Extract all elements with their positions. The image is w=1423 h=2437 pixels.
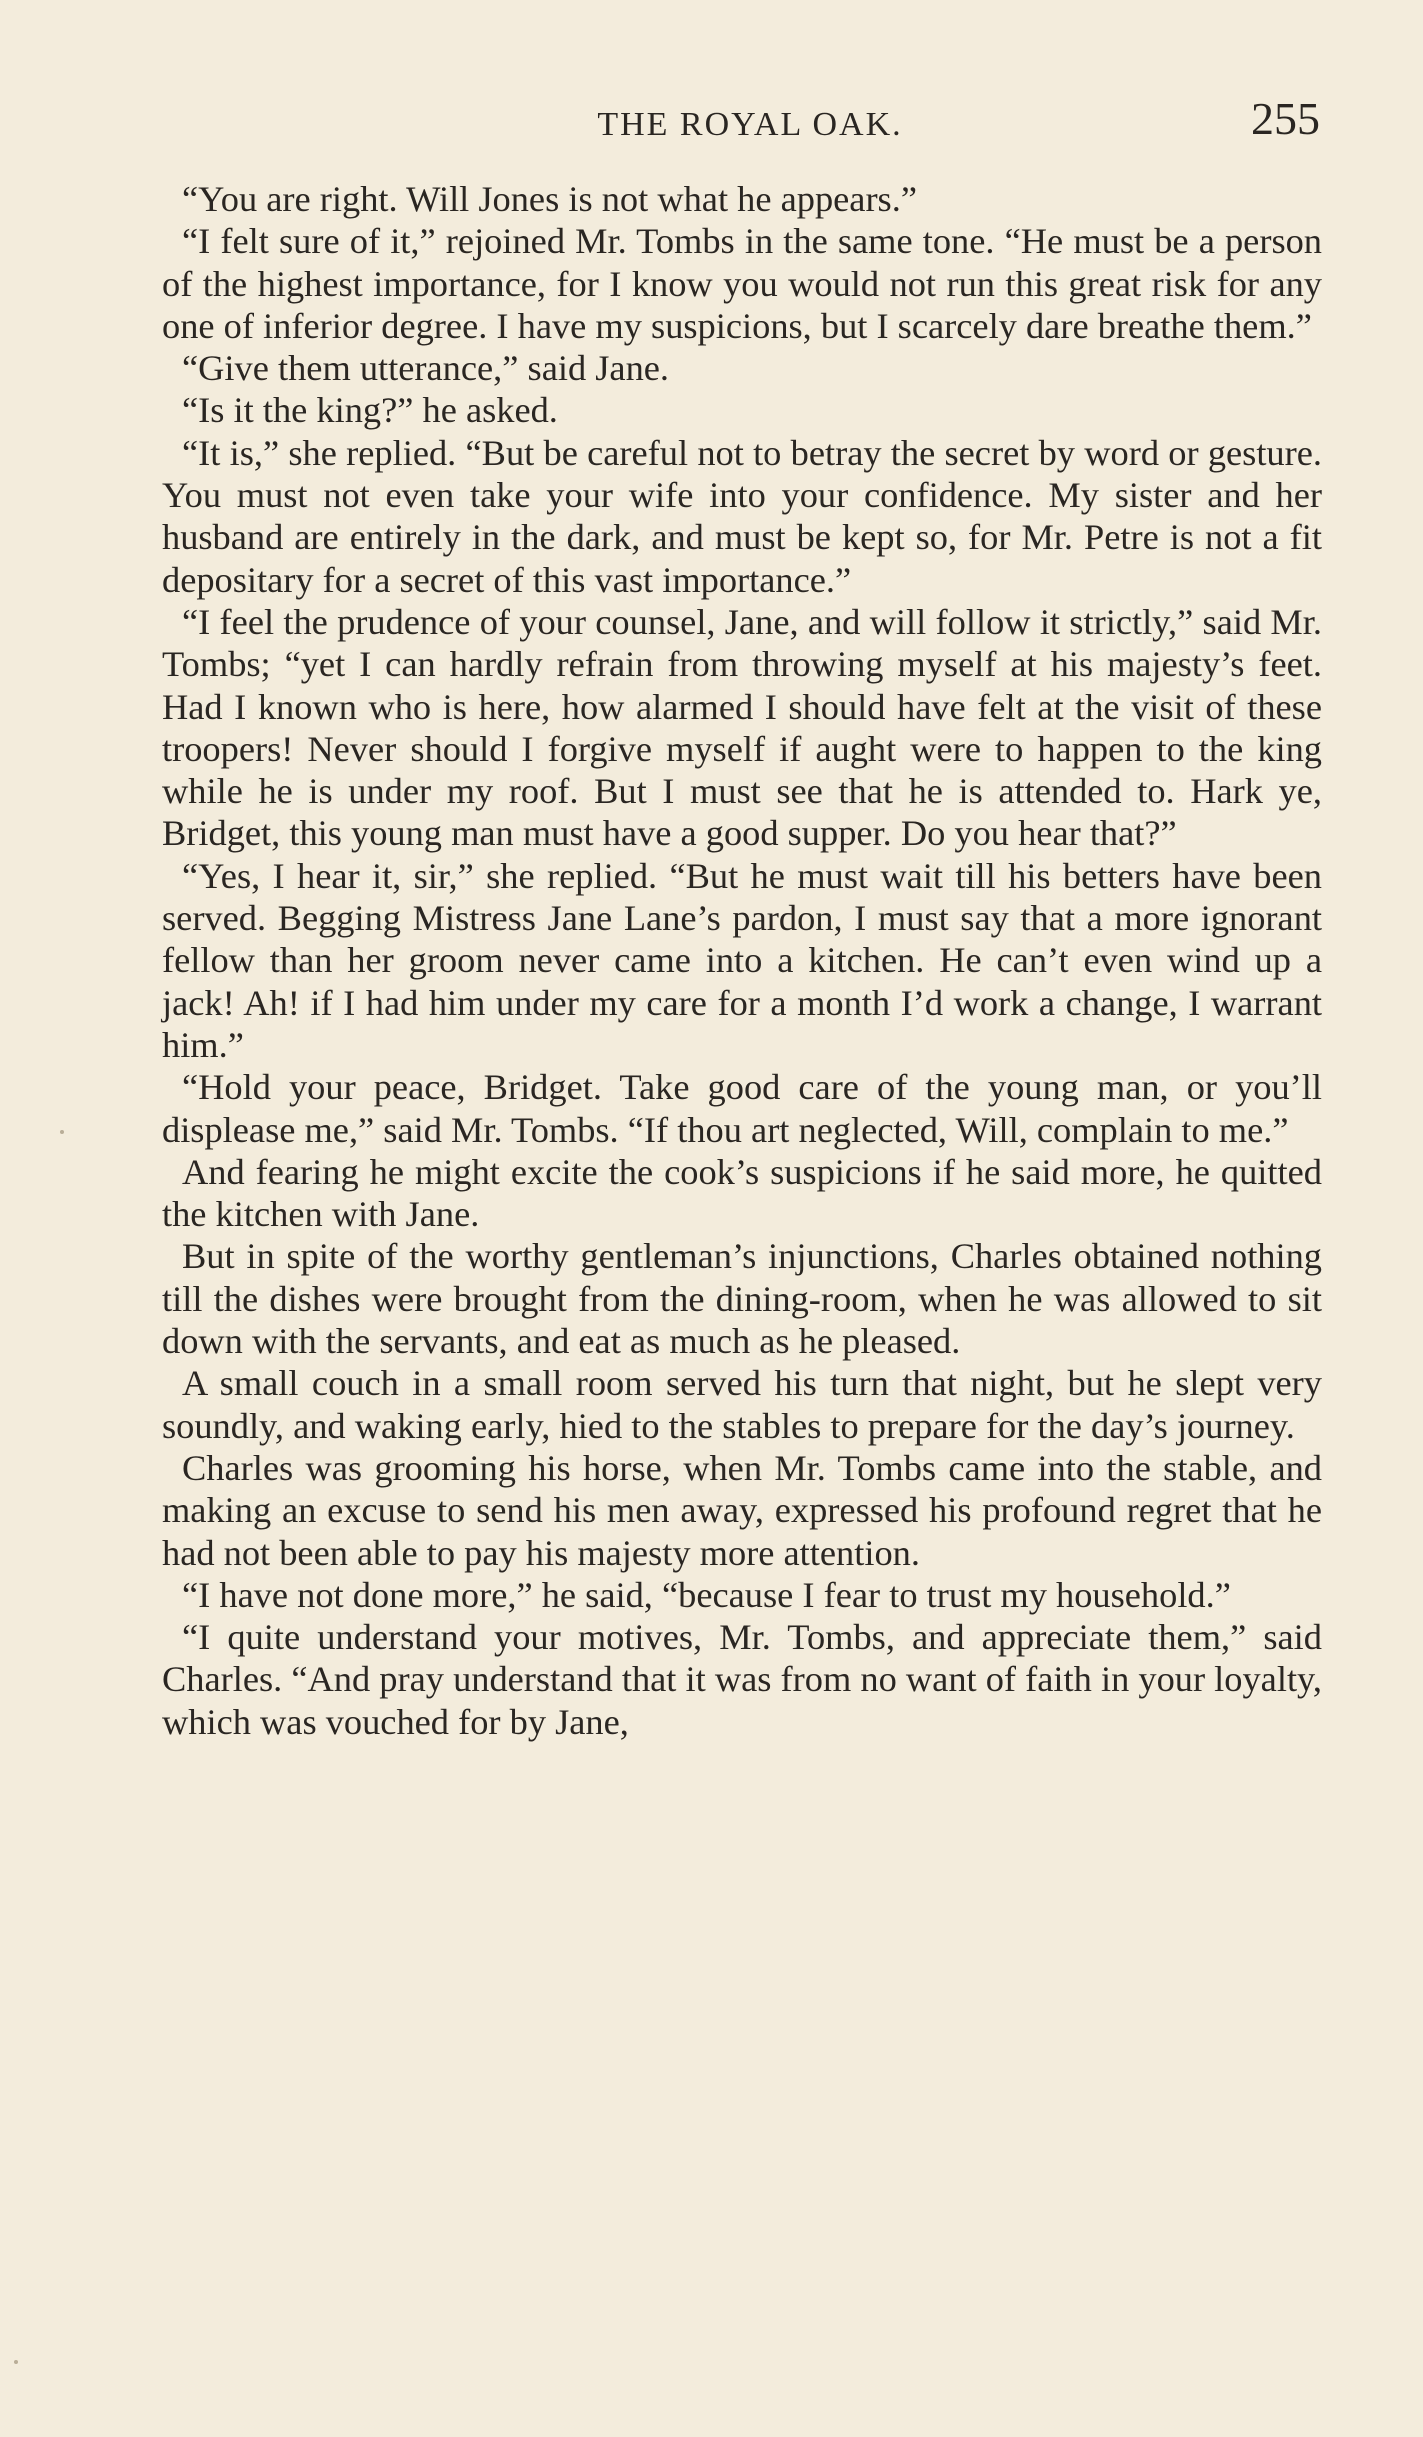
paragraph: “I feel the prudence of your counsel, Jane, and will follow it strictly,” said Mr. Tombs; “yet I can hardly refrain from throwing myself at his majesty’s feet. Had I known who is here, how alarmed I should have felt at the visit of these troopers! Never should I forgive myself if aught were to happen to the king while he is under my roof. But I must see that he is attended to. Hark ye, Bridget, this young man must have a good supper. Do you hear that?” bbox=[162, 601, 1322, 854]
paragraph: And fearing he might excite the cook’s suspicions if he said more, he quitted the kitchen with Jane. bbox=[162, 1151, 1322, 1235]
paragraph: “You are right. Will Jones is not what he appears.” bbox=[182, 179, 917, 219]
paragraph: “I have not done more,” he said, “because I fear to trust my household.” bbox=[182, 1574, 1231, 1615]
page-number: 255 bbox=[1251, 93, 1320, 144]
text-body bbox=[162, 178, 1322, 1743]
paper-speck bbox=[14, 2360, 18, 2364]
paragraph: “Is it the king?” he asked. bbox=[182, 390, 558, 431]
paper-speck bbox=[60, 1130, 64, 1134]
paragraph: A small couch in a small room served his turn that night, but he slept very soundly, and waking early, hied to the stables to prepare for the day’s journey. bbox=[162, 1363, 1322, 1446]
paragraph: “Yes, I hear it, sir,” she replied. “But he must wait till his betters have been served. Begging Mistress Jane Lane’s pardon, I must say that a more ignorant fellow than her groom never came into a kitchen. He can’t even wind up a jack! Ah! if I had him under my care for a month I’d work a change, I warrant him.” bbox=[162, 855, 1322, 1065]
paragraph: But in spite of the worthy gentleman’s injunctions, Charles obtained nothing till the dishes were brought from the dining-room, when he was allowed to sit down with the servants, and eat as much as he pleased. bbox=[162, 1236, 1322, 1362]
running-title: THE ROYAL OAK. bbox=[597, 106, 903, 143]
paragraph: “Give them utterance,” said Jane. bbox=[182, 348, 670, 389]
paragraph: Charles was grooming his horse, when Mr. Tombs came into the stable, and making an excuse to send his men away, expressed his profound regret that he had not been able to pay his majesty more attention. bbox=[162, 1447, 1322, 1573]
paragraph: “I quite understand your motives, Mr. Tombs, and appreciate them,” said Charles. “And pray understand that it was from no want of faith in your loyalty, which was vouched for by Jane, bbox=[162, 1617, 1322, 1742]
page-header bbox=[180, 92, 1320, 152]
paragraph: “Hold your peace, Bridget. Take good care of the young man, or you’ll displease me,” said Mr. Tombs. “If thou art neglected, Will, complain to me.” bbox=[162, 1067, 1322, 1150]
paragraph: “It is,” she replied. “But be careful not to betray the secret by word or gesture. You must not even take your wife into your confidence. My sister and her husband are entirely in the dark, and must be kept so, for Mr. Petre is not a fit depositary for a secret of this vast importance.” bbox=[162, 432, 1322, 600]
paragraph: “I felt sure of it,” rejoined Mr. Tombs in the same tone. “He must be a person of the highest importance, for I know you would not run this great risk for any one of inferior degree. I have my suspicions, but I scarcely dare breathe them.” bbox=[162, 221, 1322, 346]
